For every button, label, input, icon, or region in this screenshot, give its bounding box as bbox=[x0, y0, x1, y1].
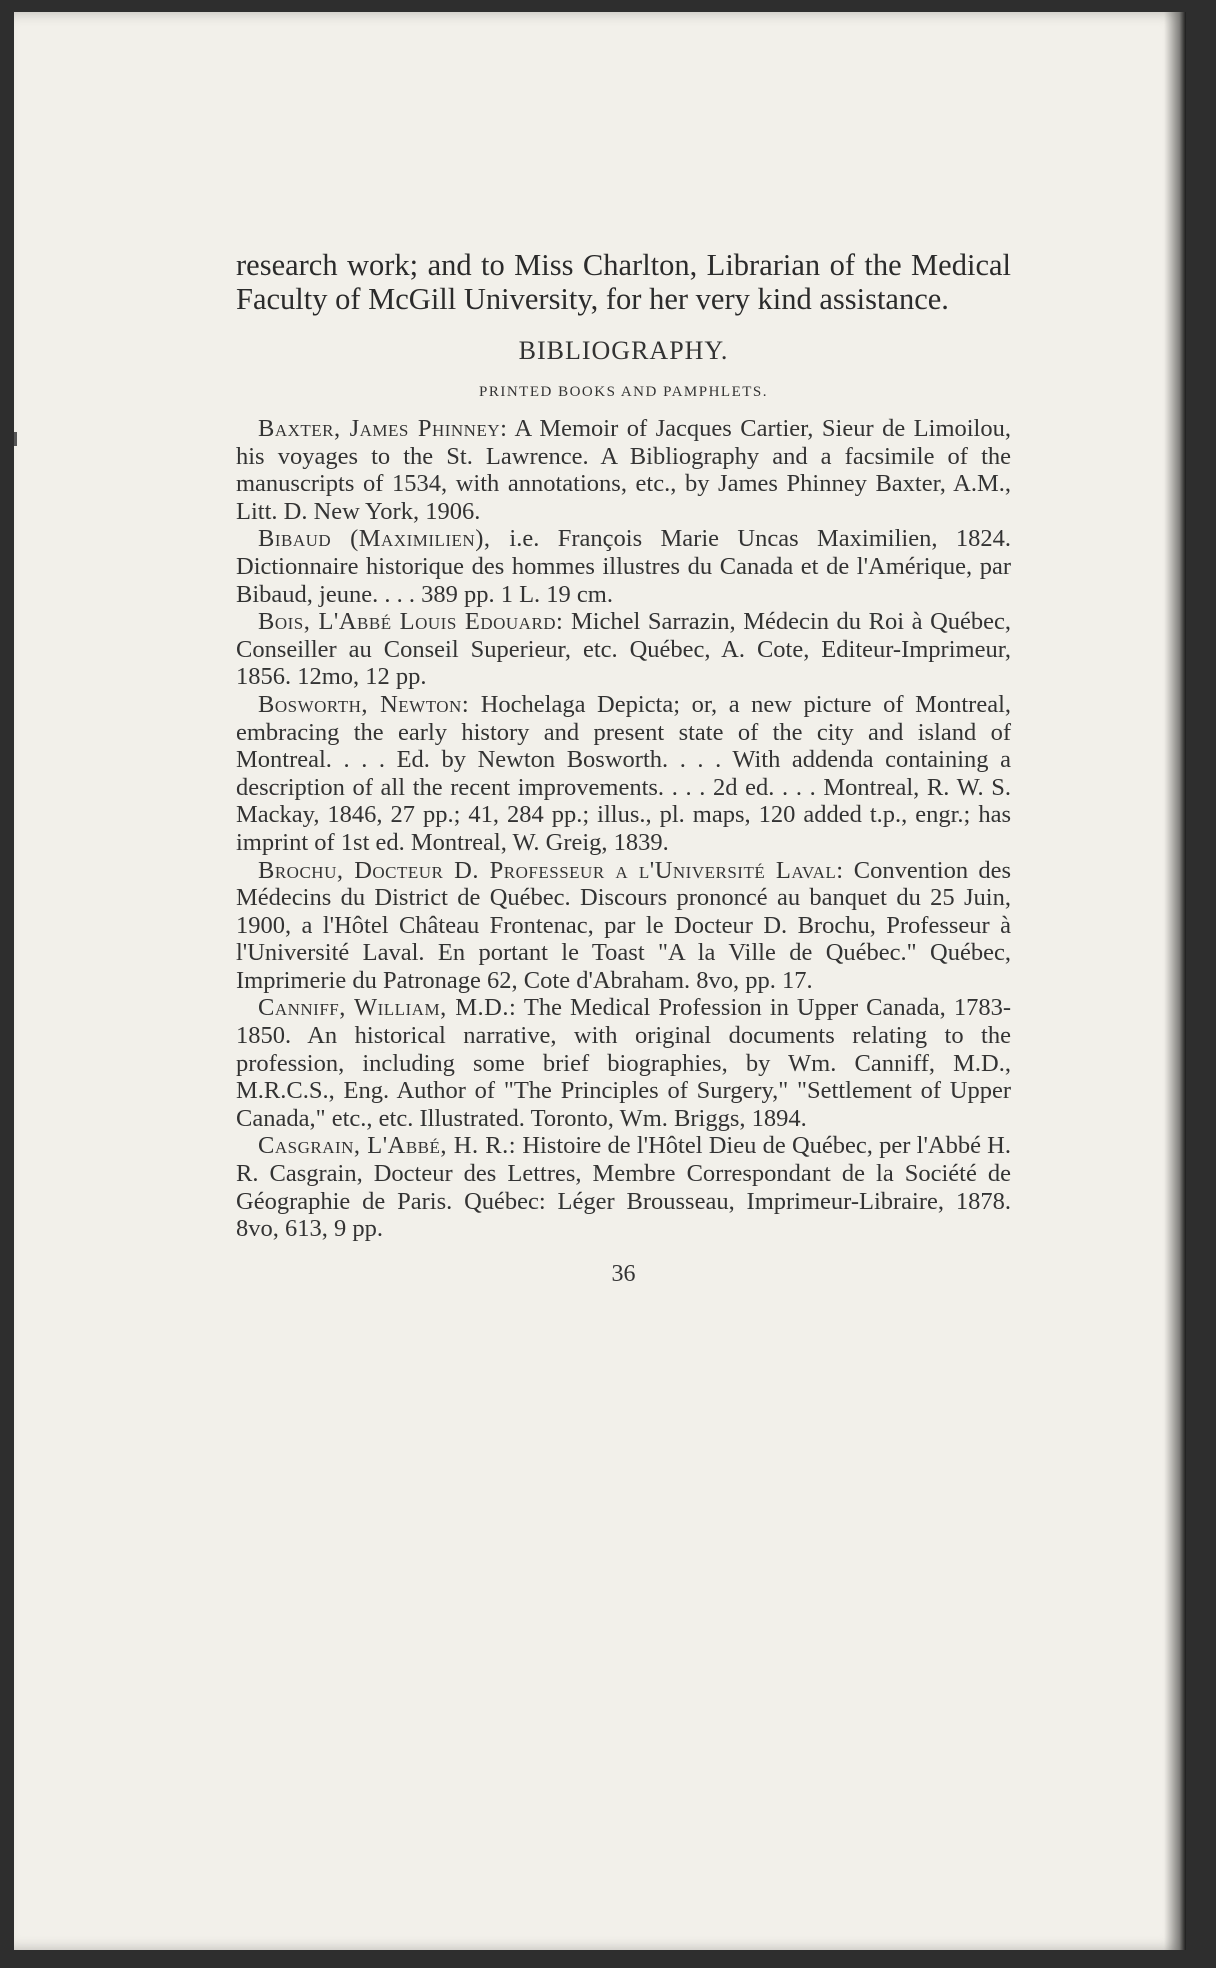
page-gutter-shadow bbox=[1164, 12, 1186, 1950]
bibliography-heading: BIBLIOGRAPHY. bbox=[518, 336, 729, 365]
page-number: 36 bbox=[611, 1260, 636, 1287]
entry-text: Michel Sarrazin, Médecin du Roi à Québec, Conseiller au Conseil Superieur, etc. Québec, A. Cote, Editeur-Imprimeur, 1856. 12mo, 12 pp. bbox=[236, 608, 1012, 691]
entry-author: Canniff, William, M.D.: bbox=[258, 994, 517, 1022]
bibliography-entry bbox=[236, 608, 1011, 691]
intro-paragraph: research work; and to Miss Charlton, Librarian of the Medical Faculty of McGill University, for her very kind assistance. bbox=[236, 248, 1011, 316]
entry-text: Convention des Médecins du District de Québec. Discours prononcé au banquet du 25 Juin, 1900, a l'Hôtel Château Frontenac, par le Docteur D. Brochu, Professeur à l'Université Laval. En portant le Toast "A la Ville de Québec." Québec, Imprimerie du Patronage 62, Cote d'Abraham. 8vo, pp. 17. bbox=[236, 856, 1011, 994]
entry-author: Baxter, James Phinney: bbox=[258, 415, 508, 442]
bibliography-entry bbox=[236, 1132, 1011, 1242]
entry-text: i.e. François Marie Uncas Maximilien, 1824. Dictionnaire historique des hommes illustres du Canada et de l'Amérique, par Bibaud, jeune. . . . 389 pp. 1 L. 19 cm. bbox=[236, 525, 1011, 608]
bibliography-entry bbox=[236, 525, 1011, 608]
entry-author: Casgrain, L'Abbé, H. R.: bbox=[258, 1132, 517, 1160]
entry-text: Histoire de l'Hôtel Dieu de Québec, per l'Abbé H. R. Casgrain, Docteur des Lettres, Membre Correspondant de la Société de Géographie de Paris. Québec: Léger Brousseau, Imprimeur-Libraire, 1878. 8vo, 613, 9 pp. bbox=[236, 1132, 1011, 1243]
entry-author: Brochu, Docteur D. Professeur a l'Université Laval: bbox=[258, 856, 844, 884]
entry-text: Hochelaga Depicta; or, a new picture of Montreal, embracing the early history and present state of the city and island of Montreal. . . . Ed. by Newton Bosworth. . . . With addenda containing a description of all the recent improvements. . . . 2d ed. . . . Montreal, R. W. S. Mackay, 1846, 27 pp.; 41, 284 pp.; illus., pl. maps, 120 added t.p., engr.; has imprint of 1st ed. Montreal, W. Greig, 1839. bbox=[236, 690, 1012, 856]
margin-mark bbox=[14, 432, 17, 446]
entry-text: The Medical Profession in Upper Canada, 1783-1850. An historical narrative, with original documents relating to the profession, including some brief biographies, by Wm. Canniff, M.D., M.R.C.S., Eng. Author of "The Principles of Surgery," "Settlement of Upper Canada," etc., etc. Illustrated. Toronto, Wm. Briggs, 1894. bbox=[236, 994, 1011, 1132]
page-content bbox=[236, 248, 1011, 1288]
entry-text: A Memoir of Jacques Cartier, Sieur de Limoilou, his voyages to the St. Lawrence. A Bibliography and a facsimile of the manuscripts of 1534, with annotations, etc., by James Phinney Baxter, A.M., Litt. D. New York, 1906. bbox=[236, 415, 1011, 525]
entry-author: Bibaud (Maximilien), bbox=[258, 525, 510, 553]
bibliography-entry bbox=[236, 857, 1011, 995]
bibliography-entry bbox=[236, 691, 1011, 857]
bibliography-list bbox=[236, 415, 1011, 1243]
entry-author: Bois, L'Abbé Louis Edouard: bbox=[258, 608, 564, 636]
section-subheading: PRINTED BOOKS AND PAMPHLETS. bbox=[479, 384, 768, 400]
entry-author: Bosworth, Newton: bbox=[258, 690, 470, 718]
bibliography-entry bbox=[236, 994, 1011, 1132]
bibliography-entry bbox=[236, 415, 1011, 525]
